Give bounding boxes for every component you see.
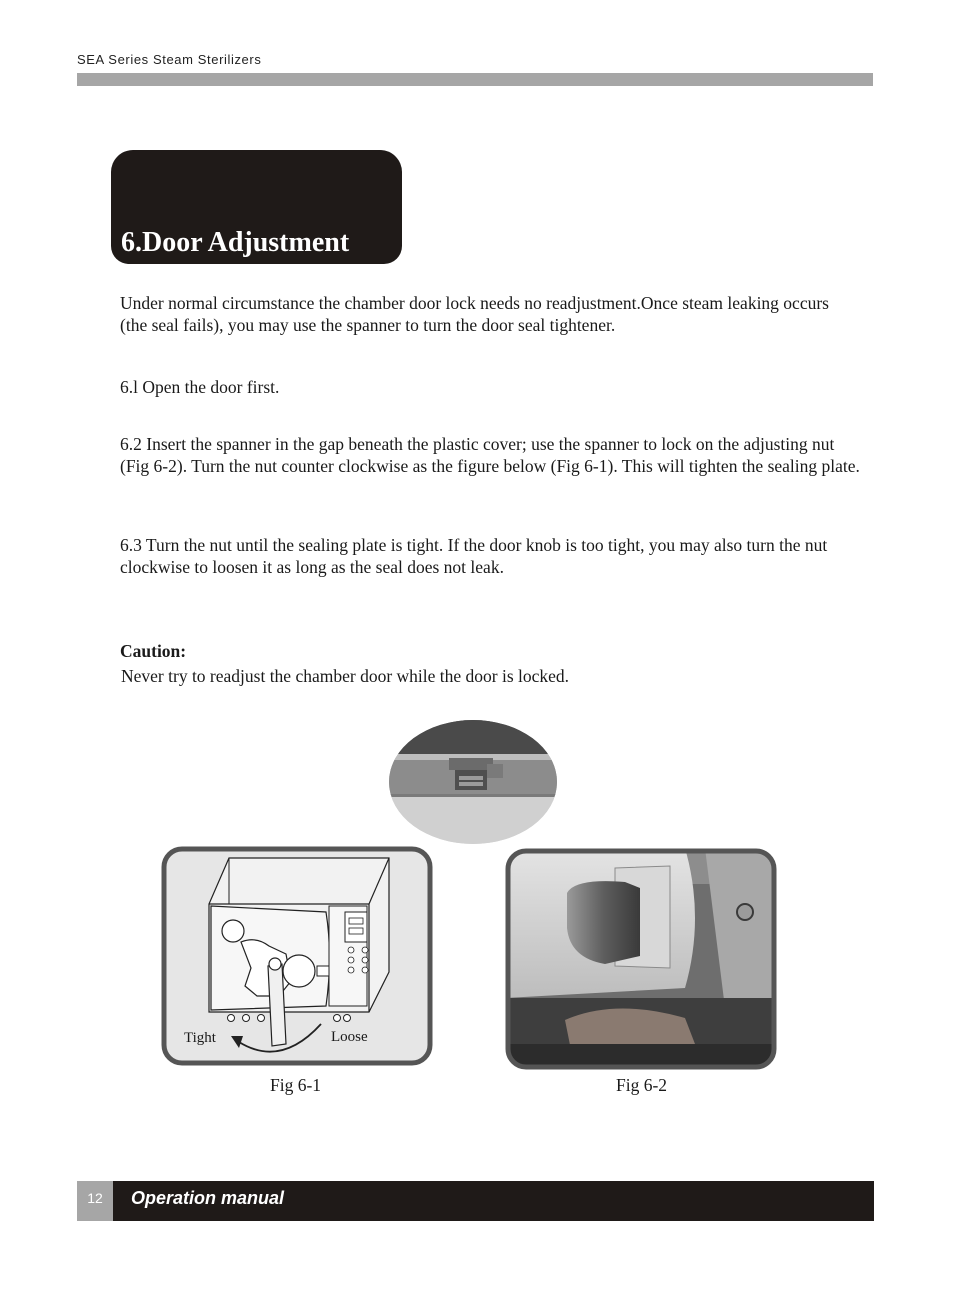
tight-label: Tight <box>184 1030 216 1046</box>
page-number: 12 <box>87 1190 103 1206</box>
header-rule <box>77 73 873 86</box>
loose-label: Loose <box>331 1029 368 1045</box>
step-6-2: 6.2 Insert the spanner in the gap beneath the plastic cover; use the spanner to lock on the adjusting nut (Fig 6-2). Turn the nut counter clockwise as the figure below (Fig 6-1). This will tighten the sealing plate. <box>120 434 860 476</box>
intro-paragraph: Under normal circumstance the chamber door lock needs no readjustment.Once steam leaking occurs (the seal fails), you may use the spanner to turn the door seal tightener. <box>120 293 829 335</box>
fig-6-2-caption: Fig 6-2 <box>616 1075 668 1095</box>
section-title: 6.Door Adjustment <box>121 227 350 258</box>
caution-label: Caution: <box>120 641 187 661</box>
footer-title: Operation manual <box>131 1188 285 1208</box>
fig-6-2-photo <box>505 848 777 1070</box>
fig-6-1-caption: Fig 6-1 <box>270 1075 322 1095</box>
nut-detail-photo <box>389 720 557 844</box>
caution-text: Never try to readjust the chamber door while the door is locked. <box>121 666 570 686</box>
step-6-1: 6.l Open the door first. <box>120 377 280 397</box>
step-6-3: 6.3 Turn the nut until the sealing plate is tight. If the door knob is too tight, you may also turn the nut clockwise to loosen it as long as the seal does not leak. <box>120 535 828 577</box>
running-header: SEA Series Steam Sterilizers <box>77 52 262 67</box>
